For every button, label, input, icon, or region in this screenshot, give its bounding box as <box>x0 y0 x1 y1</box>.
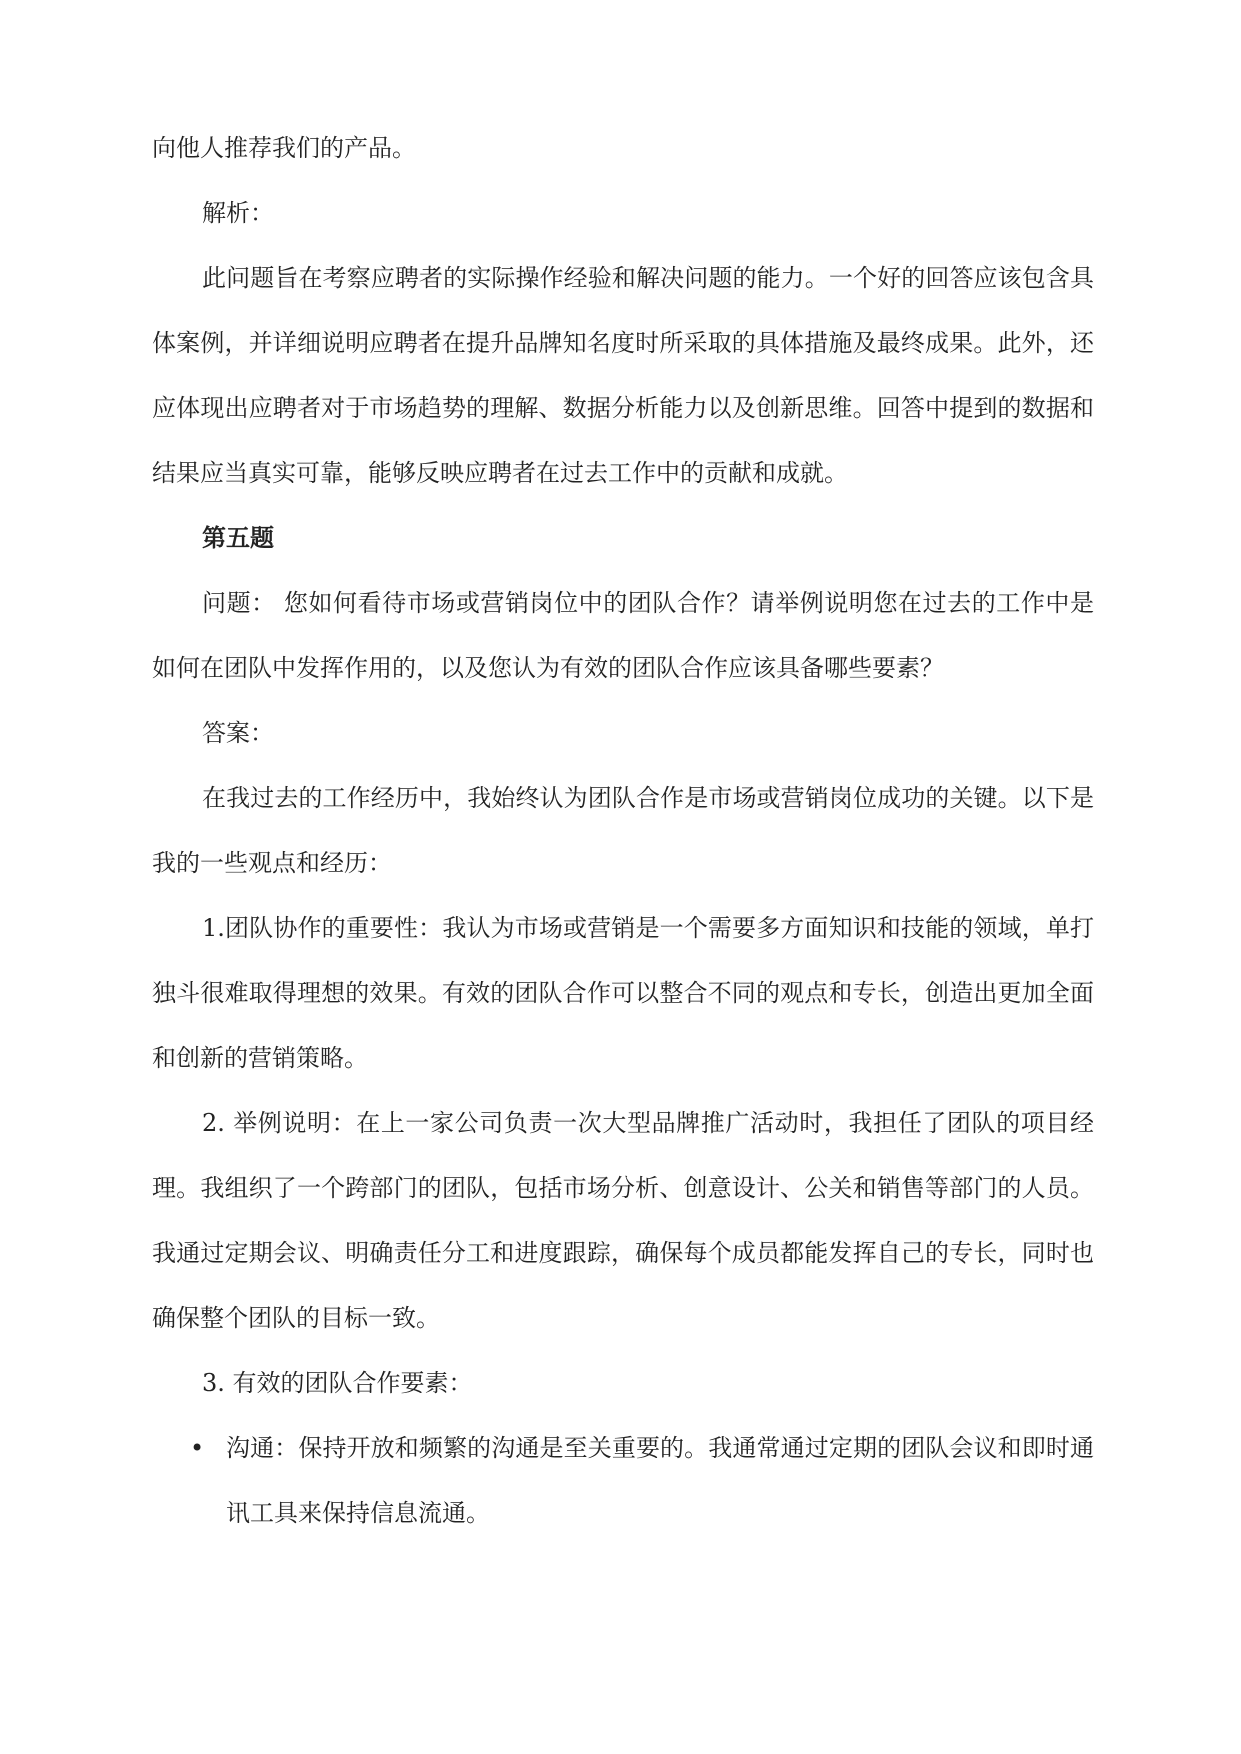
answer-label: 答案： <box>202 719 274 747</box>
section-heading: 第五题 <box>202 524 274 552</box>
analysis-label: 解析： <box>202 199 274 227</box>
point-1-paragraph: 1.团队协作的重要性：我认为市场或营销是一个需要多方面知识和技能的领域，单打独斗很难取得理想的效果。有效的团队合作可以整合不同的观点和专长，创造出更加全面和创新的营销策略。 <box>152 914 1094 1072</box>
document-page <box>152 0 1094 1754</box>
analysis-paragraph: 此问题旨在考察应聘者的实际操作经验和解决问题的能力。一个好的回答应该包含具体案例，并详细说明应聘者在提升品牌知名度时所采取的具体措施及最终成果。此外，还应体现出应聘者对于市场趋势的理解、数据分析能力以及创新思维。回答中提到的数据和结果应当真实可靠，能够反映应聘者在过去工作中的贡献和成就。 <box>152 264 1094 487</box>
top-margin <box>152 0 1094 116</box>
answer-intro-paragraph: 在我过去的工作经历中，我始终认为团队合作是市场或营销岗位成功的关键。以下是我的一些观点和经历： <box>152 784 1094 877</box>
point-3-paragraph: 3. 有效的团队合作要素： <box>202 1369 473 1397</box>
question-paragraph: 问题： 您如何看待市场或营销岗位中的团队合作？请举例说明您在过去的工作中是如何在团队中发挥作用的，以及您认为有效的团队合作应该具备哪些要素？ <box>152 589 1094 682</box>
point-2-paragraph: 2. 举例说明：在上一家公司负责一次大型品牌推广活动时，我担任了团队的项目经理。我组织了一个跨部门的团队，包括市场分析、创意设计、公关和销售等部门的人员。我通过定期会议、明确责任分工和进度跟踪，确保每个成员都能发挥自己的专长，同时也确保整个团队的目标一致。 <box>152 1109 1094 1332</box>
bullet-list-item <box>152 1416 1094 1546</box>
bullet-text: 沟通：保持开放和频繁的沟通是至关重要的。我通常通过定期的团队会议和即时通讯工具来保持信息流通。 <box>226 1434 1094 1527</box>
paragraph-continuation: 向他人推荐我们的产品。 <box>152 134 416 162</box>
bullet-icon: • <box>190 1434 205 1462</box>
